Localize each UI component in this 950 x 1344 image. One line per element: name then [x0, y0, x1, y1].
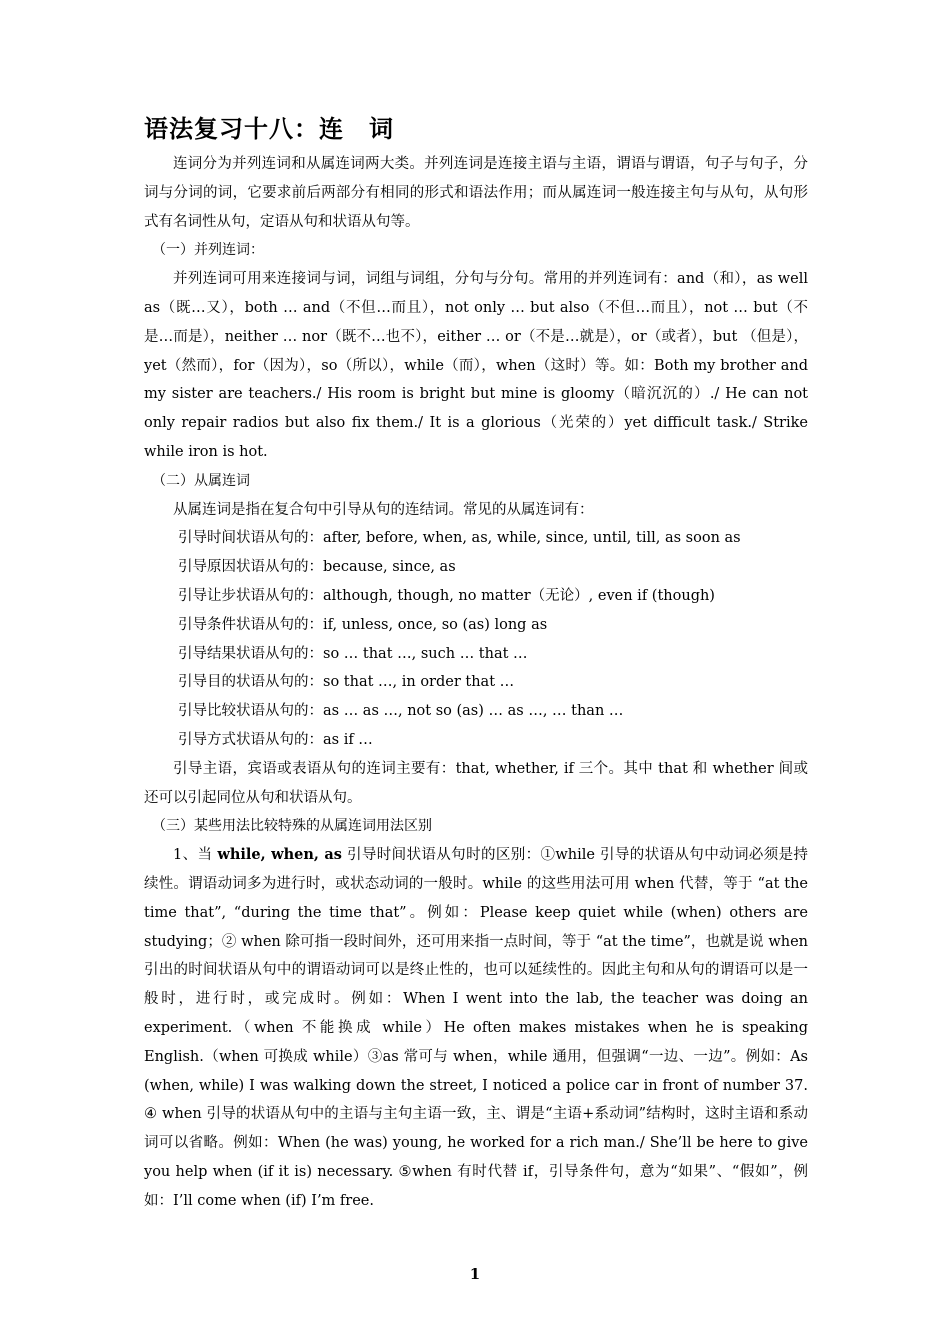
section-heading-subordinating: （二）从属连词 — [152, 472, 250, 489]
subordinating-intro: 从属连词是指在复合句中引导从句的连结词。常见的从属连词有： — [173, 501, 594, 518]
list-item-value: although, though, no matter（无论）, even if (though) — [323, 587, 715, 604]
list-item-label: 引导条件状语从句的： — [178, 616, 323, 633]
list-item — [144, 640, 808, 669]
list-item — [144, 582, 808, 611]
special-usage-paragraph — [144, 841, 808, 1215]
list-item-label: 引导方式状语从句的： — [178, 731, 323, 748]
list-item — [144, 553, 808, 582]
section-heading-special: （三）某些用法比较特殊的从属连词用法区别 — [152, 818, 432, 835]
coordinating-paragraph: 并列连词可用来连接词与词，词组与词组，分句与分句。常用的并列连词有：and（和），as well as（既…又），both … and（不但…而且），not only … but also（不但…而且），not … but（不是…而是），neither … nor（既不…也不），either … or（不是…就是），or（或者），but （但是），yet（然而），for（因为），so（所以），while（而），when（这时）等。如：Both my brother and my sister are teachers./ His room is bright but mine is gloomy（暗沉沉的）./ He can not only repair radios but also fix them./ It is a glorious（光荣的）yet difficult task./ Strike while iron is hot. — [144, 271, 808, 460]
list-item-label: 引导比较状语从句的： — [178, 703, 323, 720]
intro-paragraph: 连词分为并列连词和从属连词两大类。并列连词是连接主语与主语，谓语与谓语，句子与句子，分词与分词的词，它要求前后两部分有相同的形式和语法作用；而从属连词一般连接主句与从句，从句形式有名词性从句，定语从句和状语从句等。 — [144, 156, 808, 230]
subordinating-closing: 引导主语，宾语或表语从句的连词主要有：that, whether, if 三个。其中 that 和 whether 间或还可以引起同位从句和状语从句。 — [144, 760, 808, 806]
list-item-label: 引导让步状语从句的： — [178, 587, 323, 604]
page-content — [144, 112, 808, 1215]
page-title: 语法复习十八：连 词 — [144, 115, 394, 143]
list-item-value: so … that …, such … that … — [323, 645, 528, 662]
list-item — [144, 726, 808, 755]
lead-prefix: 1、当 — [173, 847, 218, 864]
lead-keywords: while, when, as — [217, 846, 342, 864]
list-item-label: 引导结果状语从句的： — [178, 645, 323, 662]
list-item — [144, 524, 808, 553]
list-item-value: as if … — [323, 731, 373, 748]
list-item — [144, 697, 808, 726]
list-item-value: because, since, as — [323, 559, 456, 576]
list-item — [144, 611, 808, 640]
page-number: 1 — [469, 1265, 481, 1283]
list-item-label: 引导目的状语从句的： — [178, 674, 323, 691]
list-item-label: 引导原因状语从句的： — [178, 559, 323, 576]
list-item-value: after, before, when, as, while, since, until, till, as soon as — [323, 530, 741, 547]
list-item-value: if, unless, once, so (as) long as — [323, 616, 548, 633]
list-item-label: 引导时间状语从句的： — [178, 530, 323, 547]
special-usage-body: 引导时间状语从句时的区别：①while 引导的状语从句中动词必须是持续性。谓语动词多为进行时，或状态动词的一般时。while 的这些用法可用 when 代替，等于 “at the time that”, “during the time that”。例如：Please keep quiet while (when) others are studying；② when 除可指一段时间外，还可用来指一点时间，等于 “at the time”，也就是说 when 引出的时间状语从句中的谓语动词可以是终止性的，也可以延续性的。因此主句和从句的谓语可以是一般时，进行时，或完成时。例如：When I went into the lab, the teacher was doing an experiment.（when 不能换成 while）He often makes mistakes when he is speaking English.（when 可换成 while）③as 常可与 when，while 通用，但强调“一边、一边”。例如：As (when, while) I was walking down the street, I noticed a police car in front of number 37. ④ when 引导的状语从句中的主语与主句主语一致，主、谓是“主语+系动词”结构时，这时主语和系动词可以省略。例如：When (he was) young, he worked for a rich man./ She’ll be here to give you help when (if it is) necessary. ⑤when 有时代替 if，引导条件句，意为“如果”、“假如”，例如：I’ll come when (if) I’m free. — [144, 847, 809, 1209]
section-heading-coordinating: （一）并列连词： — [152, 242, 264, 259]
list-item-value: so that …, in order that … — [323, 674, 515, 691]
list-item — [144, 668, 808, 697]
list-item-value: as … as …, not so (as) … as …, … than … — [323, 703, 624, 720]
